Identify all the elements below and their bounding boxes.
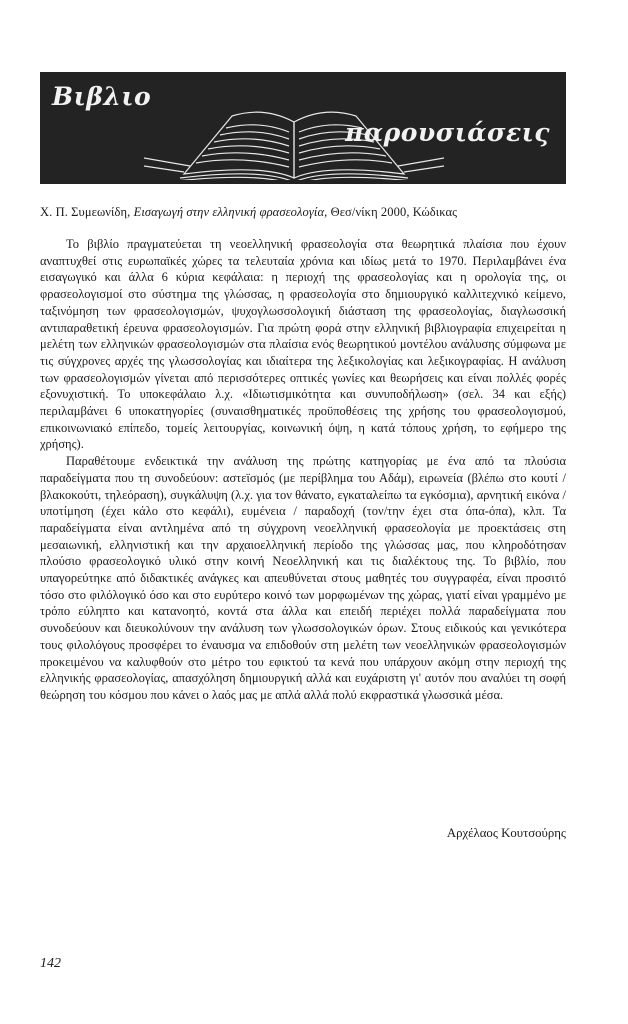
banner-title-left: Βιβλιο [52,82,152,111]
banner-title-right: παρουσιάσεις [345,118,550,147]
reviewer-signature: Αρχέλαος Κουτσούρης [446,826,566,840]
page-number: 142 [40,956,61,971]
paragraph: Το βιβλίο πραγματεύεται τη νεοελληνική φρασεολογία στα θεωρητικά πλαίσια που έχουν αναπτυχθεί στις ευρωπαϊκές χώρες τα τελευταία χρόνια και ιδίως μετά το 1970. Περιλαμβάνει ένα εισαγωγικό και άλλα 6 κύρια κεφάλαια: η περιοχή της φρασεολογίας και η ορολογία της, οι φρασεολογισμοί στο σύστημα της γλώσσας, η φρασεολογία στο δημιουργικό καλλιτεχνικό κείμενο, ταξινόμηση των φρασεολογισμών, ψυχογλωσσολογική διάσταση της φρασεολογίας, διαγλωσσική αντιπαραθετική έρευνα φρασεολογισμών. Για πρώτη φορά στην ελληνική βιβλιογραφία επιχειρείται η μελέτη των ελληνικών φρασεολογισμών στα πλαίσια ενός θεωρητικού μοντέλου ανάλυσης σύμφωνα με τις σύγχρονες αρχές της γλωσσολογίας και ιδιαίτερα της λεξικολογίας και λεξικογραφίας. Η ανάλυση των φρασεολογισμών γίνεται από περισσότερες οπτικές γωνίες και θεωρήσεις και είναι πολλές φορές εξονυχιστική. Το υποκεφάλαιο λ.χ. «Ιδιωτισμικότητα και συνυποδήλωση» (σελ. 34 και εξής) περιλαμβάνει 6 υποκατηγορίες (συναισθηματικές προϋποθέσεις της χρήσης του φρασεολογισμού, επικοινωνιακό επίπεδο, τομείς λειτουργίας, κοινωνική όψη, η κατά τόπους χρήση, το εφήμερο της χρήσης). [40,237,566,452]
citation-author: Χ. Π. Συμεωνίδη, [40,205,131,219]
book-citation [40,205,566,220]
paragraph: Παραθέτουμε ενδεικτικά την ανάλυση της πρώτης κατηγορίας με ένα από τα πλούσια παραδείγματα που τη συνοδεύουν: αστεϊσμός (με περίβλημα του Αδάμ), ειρωνεία (βλέπω στο κουτί / βλακοκούτι, τηλεόραση), συγκάλυψη (λ.χ. για τον θάνατο, εγκαταλείπω τα εγκόσμια), αρνητική εικόνα / υποτίμηση (έχει κάλο στο κεφάλι), ευμένεια / παραδοχή (τον/την έχει στα όπα-όπα), κλπ. Τα παραδείγματα είναι αντλημένα από τη σύγχρονη νεοελληνική φρασεολογία με προεκτάσεις στη μεσαιωνική, ελληνιστική και την αρχαιοελληνική περίοδο της γλώσσας μας, που κληροδότησαν πλούσιο φρασεολογικό υλικό στην κοινή Νεοελληνική και τις διαλέκτους της. Το βιβλίο, που υπαγορεύτηκε από διδακτικές ανάγκες και απευθύνεται στους μαθητές του συγγραφέα, είναι προσιτό τόσο στο φιλόλογικό όσο και στο ευρύτερο κοινό των μορφωμένων της χώρας, γιατί είναι γραμμένο με τρόπο εύληπτο και κατανοητό, κοντά στα άλλα και επειδή περιέχει πολλά παραδείγματα που συνοδεύουν και διευκολύνουν την ανάλυση των γλωσσολογικών όρων. Στους ειδικούς και γενικότερα τους φιλολόγους προσφέρει το έναυσμα να επιδοθούν στη μελέτη των νεοελληνικών φρασεολογισμών προκειμένου να καλυφθούν στο μέτρο του εφικτού τα κενά που υπάρχουν ακόμη στην περιοχή της ελληνικής φρασεολογίας, απασχόληση δημιουργική αλλά και ευχάριστη γι' αυτόν που αναλύει τη σοφή θεώρηση του κόσμου που κάνει ο λαός μας με απλά αλλά πολύ εκφραστικά γλωσσικά μέσα. [40,454,566,702]
review-body [40,236,566,704]
citation-title: Εισαγωγή στην ελληνική φρασεολογία, [133,205,328,219]
section-banner [40,72,566,184]
citation-publisher: Θεσ/νίκη 2000, Κώδικας [330,205,458,219]
